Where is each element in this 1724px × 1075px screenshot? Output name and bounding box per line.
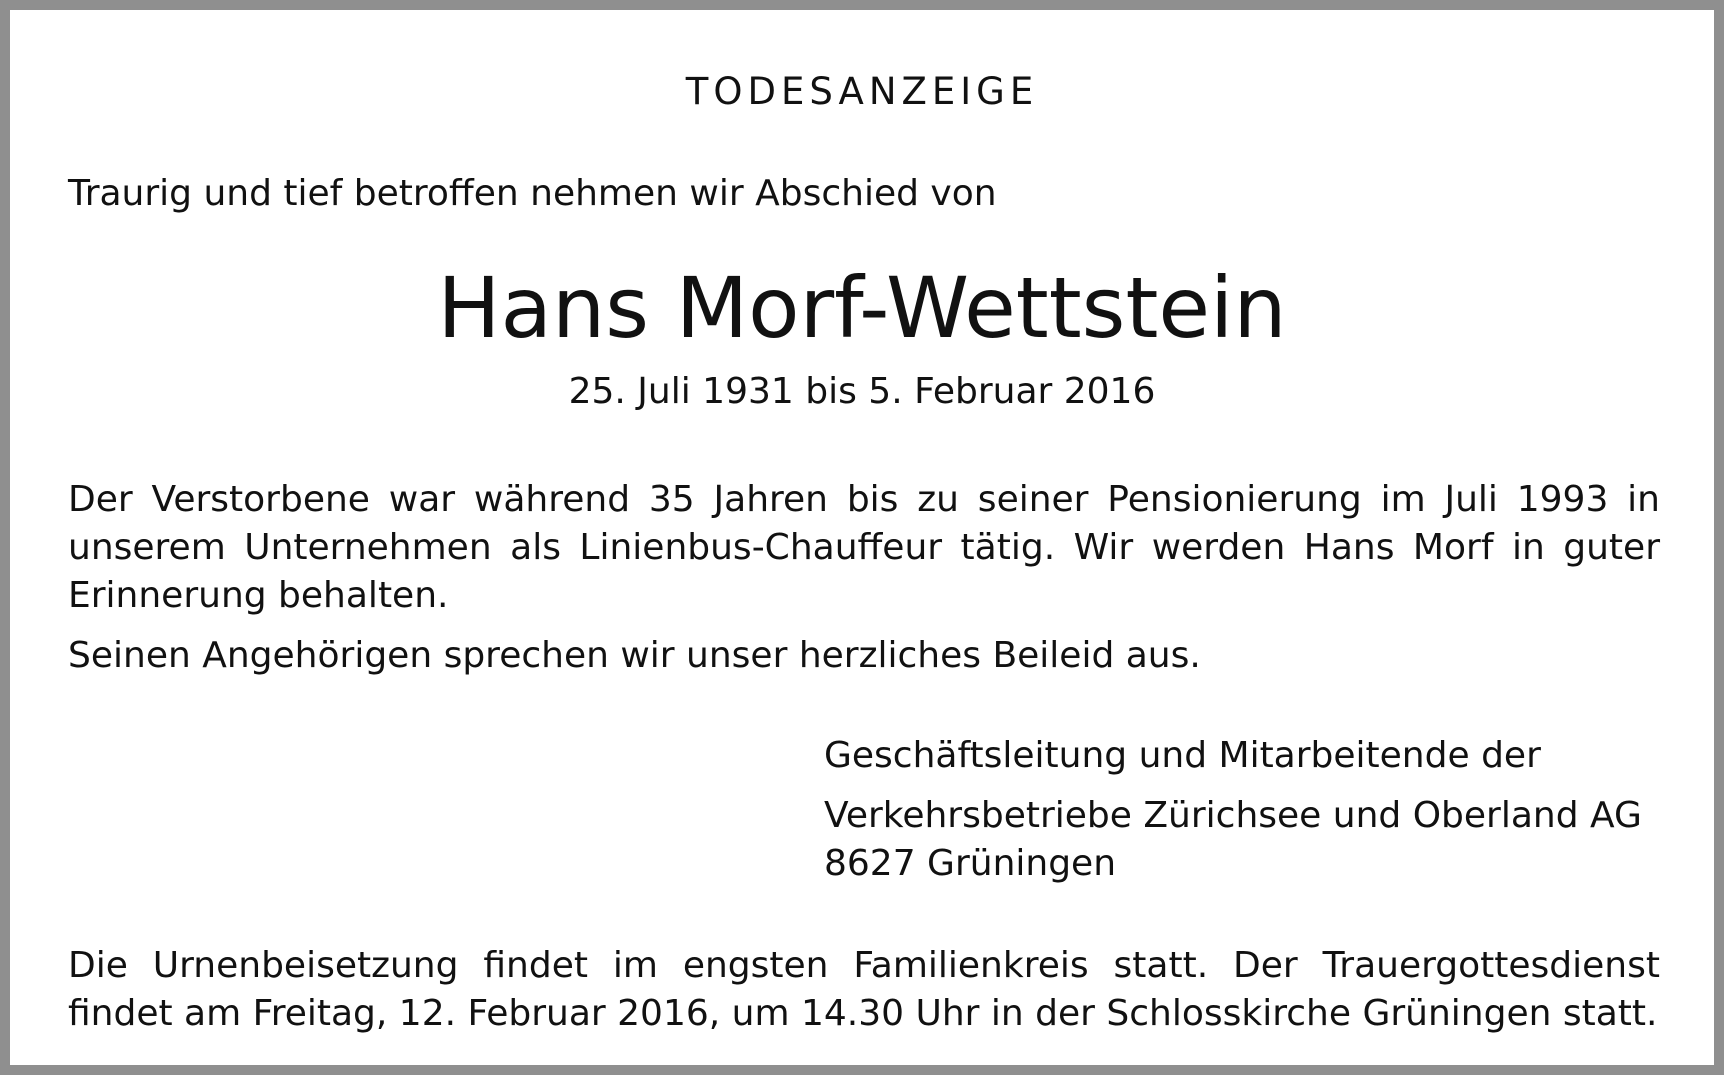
notice-heading: TODESANZEIGE [685,70,1039,113]
signature-line-1: Geschäftsleitung und Mitarbeitende der [824,735,1541,776]
signature-company: Verkehrsbetriebe Zürichsee und Oberland AG [824,795,1642,836]
condolence-paragraph: Seinen Angehörigen sprechen wir unser herzliches Beileid aus. [68,635,1201,676]
intro-text: Traurig und tief betroffen nehmen wir Abschied von [68,173,997,214]
signature-location: 8627 Grüningen [824,843,1117,884]
funeral-info-paragraph: Die Urnenbeisetzung findet im engsten Familienkreis statt. Der Trauergottesdienst findet am Freitag, 12. Februar 2016, um 14.30 Uhr in der Schlosskirche Grüningen statt. [68,945,1660,1034]
life-dates: 25. Juli 1931 bis 5. Februar 2016 [568,371,1156,412]
deceased-name: Hans Morf-Wettstein [437,259,1287,357]
career-paragraph: Der Verstorbene war während 35 Jahren bis zu seiner Pensionierung im Juli 1993 in unserem Unternehmen als Linienbus-Chauffeur tätig. Wir werden Hans Morf in guter Erinnerung behalten. [68,479,1660,616]
